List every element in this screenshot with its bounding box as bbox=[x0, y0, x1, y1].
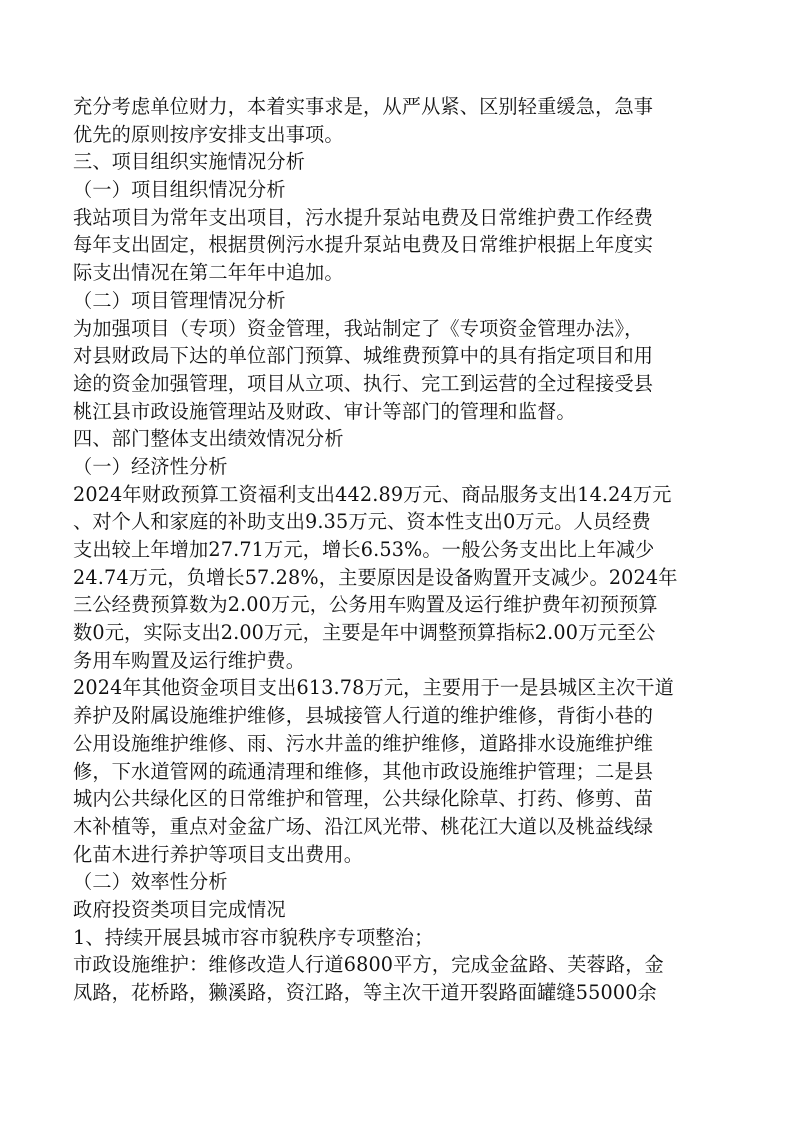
text-line: 木补植等，重点对金盆广场、沿江风光带、桃花江大道以及桃益线绿 bbox=[73, 814, 654, 838]
text-line: （二）效率性分析 bbox=[73, 870, 228, 894]
text-line: 桃江县市政设施管理站及财政、审计等部门的管理和监督。 bbox=[73, 399, 576, 423]
text-line: 2024年其他资金项目支出613.78万元，主要用于一是县城区主次干道 bbox=[73, 676, 674, 700]
text-line: （二）项目管理情况分析 bbox=[73, 288, 286, 312]
text-line: 际支出情况在第二年年中追加。 bbox=[73, 261, 344, 285]
text-line: 务用车购置及运行维护费。 bbox=[73, 648, 306, 672]
text-line: 1、持续开展县城市容市貌秩序专项整治； bbox=[73, 925, 434, 949]
text-line: 为加强项目（专项）资金管理，我站制定了《专项资金管理办法》， bbox=[73, 316, 644, 340]
text-line: 数0元，实际支出2.00万元，主要是年中调整预算指标2.00万元至公 bbox=[73, 621, 656, 645]
text-line: 化苗木进行养护等项目支出费用。 bbox=[73, 842, 364, 866]
text-line: 修，下水道管网的疏通清理和维修，其他市政设施维护管理；二是县 bbox=[73, 759, 654, 783]
text-line: 我站项目为常年支出项目，污水提升泵站电费及日常维护费工作经费 bbox=[73, 205, 654, 229]
text-line: 途的资金加强管理，项目从立项、执行、完工到运营的全过程接受县 bbox=[73, 371, 654, 395]
text-line: 优先的原则按序安排支出事项。 bbox=[73, 122, 344, 146]
text-line: 公用设施维护维修、雨、污水井盖的维护维修，道路排水设施维护维 bbox=[73, 731, 654, 755]
text-line: 养护及附属设施维护维修，县城接管人行道的维护维修，背街小巷的 bbox=[73, 704, 654, 728]
text-line: 市政设施维护：维修改造人行道6800平方，完成金盆路、芙蓉路，金 bbox=[73, 953, 664, 977]
text-line: 支出较上年增加27.71万元，增长6.53%。一般公务支出比上年减少 bbox=[73, 538, 655, 561]
text-line: 对县财政局下达的单位部门预算、城维费预算中的具有指定项目和用 bbox=[73, 344, 654, 368]
text-line: 24.74万元，负增长57.28%，主要原因是设备购置开支减少。2024年 bbox=[73, 565, 678, 589]
text-line: 政府投资类项目完成情况 bbox=[73, 897, 286, 921]
text-line: （一）项目组织情况分析 bbox=[73, 178, 286, 202]
text-line: 充分考虑单位财力，本着实事求是，从严从紧、区别轻重缓急，急事 bbox=[73, 95, 654, 118]
text-line: （一）经济性分析 bbox=[73, 454, 228, 478]
document-body bbox=[73, 93, 723, 1007]
text-line: 三、项目组织实施情况分析 bbox=[73, 150, 306, 174]
text-line: 每年支出固定，根据贯例污水提升泵站电费及日常维护根据上年度实 bbox=[73, 233, 654, 257]
text-line: 三公经费预算数为2.00万元，公务用车购置及运行维护费年初预预算 bbox=[73, 593, 658, 617]
text-line: 四、部门整体支出绩效情况分析 bbox=[73, 427, 344, 451]
text-line: 凤路，花桥路，獭溪路，资江路，等主次干道开裂路面罐缝55000余 bbox=[73, 981, 657, 1004]
text-line: 2024年财政预算工资福利支出442.89万元、商品服务支出14.24万元 bbox=[73, 482, 672, 506]
text-line: 城内公共绿化区的日常维护和管理，公共绿化除草、打药、修剪、苗 bbox=[73, 787, 654, 811]
text-line: 、对个人和家庭的补助支出9.35万元、资本性支出0万元。人员经费 bbox=[73, 510, 651, 534]
